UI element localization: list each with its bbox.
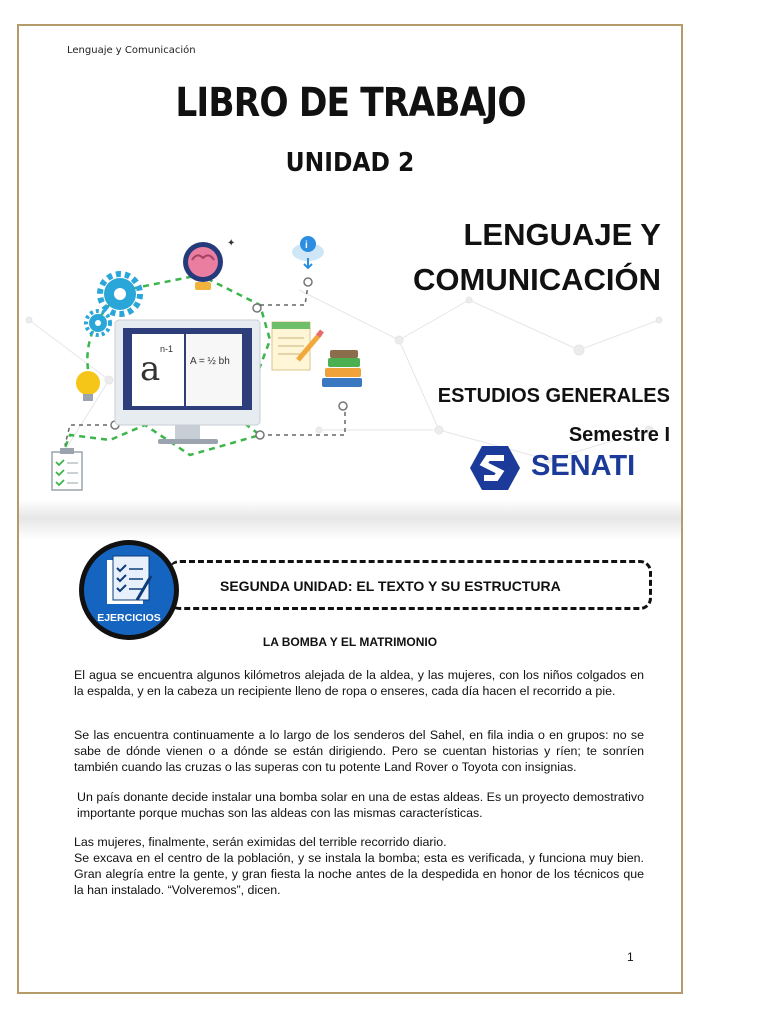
reading-paragraph: Se excava en el centro de la población, y se instala la bomba; esta es verificada, y funciona muy bien. Gran alegría entre la gente, y gran fiesta la noche antes de la despedida en honor de los técnicos que la han instalado. “Volveremos”, dicen. xyxy=(74,851,644,897)
subject-line-1: LENGUAJE Y xyxy=(463,217,661,252)
subject-line-2: COMUNICACIÓN xyxy=(413,262,661,297)
ejercicios-badge xyxy=(77,538,181,642)
senati-wordmark: SENATI xyxy=(531,450,636,482)
reading-paragraph: Se las encuentra continuamente a lo largo de los senderos del Sahel, en fila india o en grupos: no se sabe de dónde vienen o a dónde se están dirigiendo. Pero se cuentan historias y ríen; te sonríen también cuando las cruzas o las superas con tu potente Land Rover o Toyota con insignias. xyxy=(74,728,644,774)
section-title: SEGUNDA UNIDAD: EL TEXTO Y SU ESTRUCTURA xyxy=(220,578,561,594)
senati-logo-icon xyxy=(470,444,520,492)
subject-title xyxy=(413,212,661,302)
reading-paragraph-group xyxy=(74,834,644,898)
books-icon xyxy=(322,350,362,387)
reading-paragraph: Las mujeres, finalmente, serán eximidas del terrible recorrido diario. xyxy=(74,835,447,849)
reading-paragraph: El agua se encuentra algunos kilómetros alejada de la aldea, y las mujeres, con los niños colgados en la espalda, y en la cabeza un recipiente lleno de ropa o enseres, cada día hacen el recorrido a pie. xyxy=(74,668,644,698)
exercise-sheet-icon xyxy=(107,556,151,604)
semester-label: Semestre I xyxy=(568,424,670,446)
reading-paragraph: Un país donante decide instalar una bomba solar en una de estas aldeas. Es un proyecto demostrativo importante porque muchas son las aldeas con las mismas características. xyxy=(77,790,644,820)
running-head: Lenguaje y Comunicación xyxy=(67,45,196,56)
notepad-pencil-icon xyxy=(272,322,322,370)
lightbulb-icon xyxy=(76,371,100,401)
formula-left: a xyxy=(140,349,161,389)
formula-right: A = ½ bh xyxy=(190,356,230,367)
brain-bulb-icon xyxy=(183,238,235,290)
program-name: ESTUDIOS GENERALES xyxy=(437,385,670,407)
page-number: 1 xyxy=(627,950,634,964)
reading-title: LA BOMBA Y EL MATRIMONIO xyxy=(262,635,438,649)
shadow-band xyxy=(19,500,681,540)
formula-exponent: n-1 xyxy=(160,344,174,354)
education-illustration xyxy=(40,230,380,500)
badge-label: EJERCICIOS xyxy=(97,612,161,624)
svg-text:i: i xyxy=(305,240,308,251)
checklist-icon xyxy=(52,448,82,490)
info-cloud-icon xyxy=(292,236,324,268)
svg-text:✦: ✦ xyxy=(227,238,236,249)
unit-title: UNIDAD 2 xyxy=(285,148,415,178)
monitor-icon xyxy=(115,320,260,444)
book-title: LIBRO DE TRABAJO xyxy=(175,80,526,126)
